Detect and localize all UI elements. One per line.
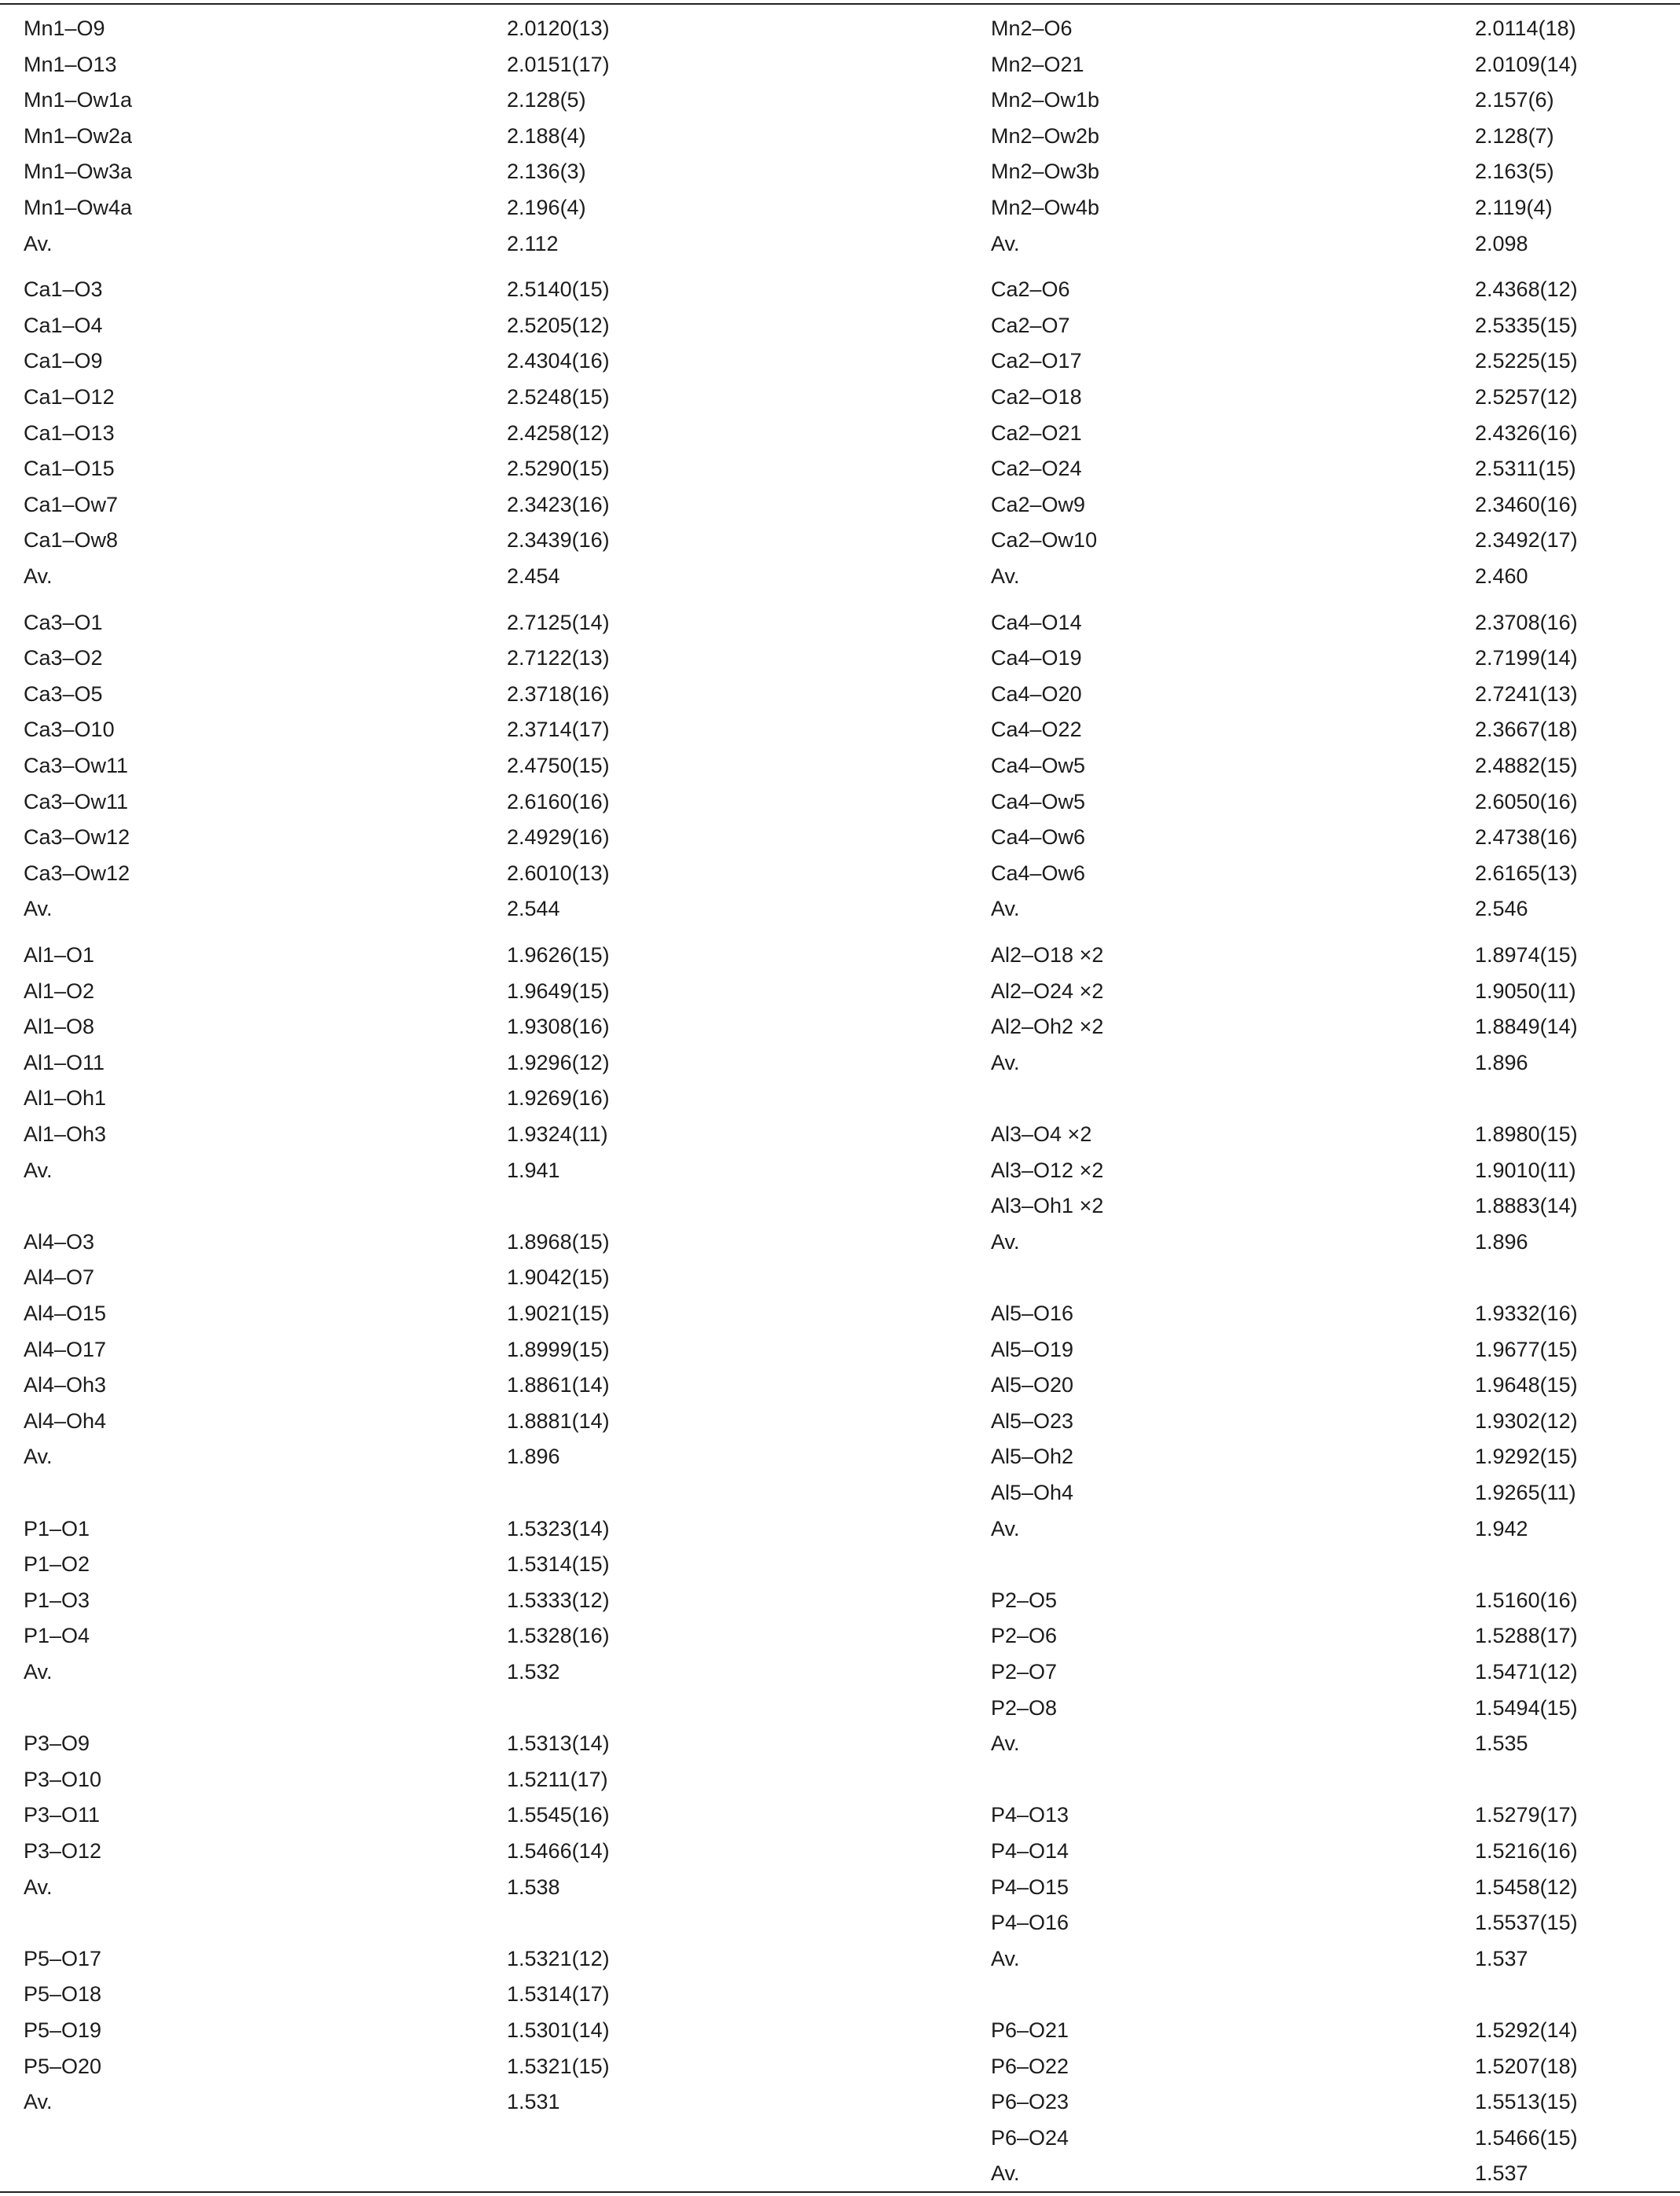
distance-right-cell: 1.5466(15) xyxy=(1475,2125,1578,2150)
bond-right-cell: P2–O6 xyxy=(991,1624,1058,1648)
bond-right-cell: Ca2–O18 xyxy=(991,385,1082,409)
distance-left-cell: 1.5328(16) xyxy=(507,1624,610,1648)
bond-right-cell: Al2–O18 ×2 xyxy=(991,943,1104,967)
bond-left-cell: P5–O17 xyxy=(24,1946,102,1970)
table-row xyxy=(0,1762,1680,1797)
distance-left-cell: 2.0120(13) xyxy=(507,17,610,40)
bond-left-cell: Av. xyxy=(24,1445,53,1469)
distance-right-cell: 2.460 xyxy=(1475,564,1528,588)
table-row xyxy=(0,11,1680,46)
bond-right-cell: P4–O15 xyxy=(991,1875,1069,1899)
table-row xyxy=(0,380,1680,414)
bond-left-cell: Ca1–Ow7 xyxy=(24,492,119,516)
table-row xyxy=(0,784,1680,819)
distance-right-cell: 2.163(5) xyxy=(1475,160,1554,184)
distance-left-cell: 2.112 xyxy=(507,231,559,255)
bond-left-cell: Av. xyxy=(24,897,53,921)
bond-right-cell: P6–O21 xyxy=(991,2018,1069,2042)
distance-right-cell: 2.4882(15) xyxy=(1475,754,1578,777)
bond-right-cell: Ca4–O14 xyxy=(991,610,1082,634)
distance-right-cell: 1.8974(15) xyxy=(1475,943,1578,967)
distance-right-cell: 1.8883(14) xyxy=(1475,1194,1578,1218)
bond-left-cell: Av. xyxy=(24,2090,53,2114)
distance-left-cell: 1.8999(15) xyxy=(507,1337,610,1361)
distance-right-cell: 1.537 xyxy=(1475,1946,1528,1970)
distance-left-cell: 1.5321(12) xyxy=(507,1946,610,1970)
bond-left-cell: P1–O4 xyxy=(24,1624,90,1648)
distance-left-cell: 2.188(4) xyxy=(507,123,586,148)
bond-right-cell: Al5–O19 xyxy=(991,1337,1074,1361)
bond-left-cell: P5–O19 xyxy=(24,2018,102,2042)
bond-right-cell: Al3–O4 ×2 xyxy=(991,1122,1092,1146)
bond-left-cell: Al4–O7 xyxy=(24,1265,95,1290)
table-row xyxy=(0,190,1680,225)
bond-left-cell: Al1–Oh3 xyxy=(24,1122,107,1146)
distance-right-cell: 2.5225(15) xyxy=(1475,349,1578,373)
distance-left-cell: 2.4258(12) xyxy=(507,420,610,445)
distance-right-cell: 1.9332(16) xyxy=(1475,1302,1578,1325)
distance-left-cell: 2.136(3) xyxy=(507,160,586,184)
bond-left-cell: Ca1–O4 xyxy=(24,313,103,337)
bond-left-cell: Av. xyxy=(24,231,53,255)
bond-left-cell: Al4–O17 xyxy=(24,1337,107,1361)
table-row xyxy=(0,1296,1680,1331)
table-row xyxy=(0,1547,1680,1581)
bond-right-cell: Av. xyxy=(991,1946,1020,1970)
distance-right-cell: 1.896 xyxy=(1475,1229,1528,1254)
bond-right-cell: Al5–Oh4 xyxy=(991,1481,1074,1504)
bond-right-cell: Mn2–Ow2b xyxy=(991,123,1100,148)
distance-right-cell: 1.5513(15) xyxy=(1475,2090,1578,2114)
bond-left-cell: Mn1–O9 xyxy=(24,17,105,40)
bond-left-cell: Ca1–O13 xyxy=(24,420,115,445)
bond-right-cell: P6–O22 xyxy=(991,2054,1069,2078)
bond-right-cell: Ca4–O20 xyxy=(991,681,1082,706)
bond-left-cell: P3–O12 xyxy=(24,1839,102,1863)
distance-left-cell: 1.5466(14) xyxy=(507,1839,610,1863)
table-row xyxy=(0,1368,1680,1402)
bond-left-cell: Ca1–O9 xyxy=(24,349,103,373)
table-row xyxy=(0,2049,1680,2084)
bond-left-cell: Ca1–O3 xyxy=(24,277,103,302)
bond-right-cell: Ca2–Ow10 xyxy=(991,528,1098,553)
bond-left-cell: Ca3–Ow11 xyxy=(24,789,129,813)
bond-left-cell: Al1–O1 xyxy=(24,943,95,967)
bond-right-cell: Al5–O23 xyxy=(991,1408,1074,1433)
distance-left-cell: 1.896 xyxy=(507,1445,560,1469)
distance-left-cell: 1.538 xyxy=(507,1875,560,1899)
table-row xyxy=(0,891,1680,926)
bond-left-cell: P5–O18 xyxy=(24,1982,102,2007)
table-row xyxy=(0,47,1680,82)
table-row xyxy=(0,1977,1680,2011)
distance-right-cell: 1.9648(15) xyxy=(1475,1373,1578,1397)
table-row xyxy=(0,1260,1680,1294)
bond-right-cell: Av. xyxy=(991,231,1020,255)
distance-left-cell: 1.9626(15) xyxy=(507,943,610,967)
distance-left-cell: 1.5211(17) xyxy=(507,1767,608,1791)
distance-right-cell: 2.5335(15) xyxy=(1475,313,1578,337)
distance-left-cell: 2.454 xyxy=(507,564,560,588)
bond-left-cell: P1–O2 xyxy=(24,1552,90,1577)
table-row xyxy=(0,83,1680,117)
distance-right-cell: 1.8849(14) xyxy=(1475,1015,1578,1039)
bond-right-cell: Ca4–Ow5 xyxy=(991,789,1086,813)
distance-right-cell: 1.5216(16) xyxy=(1475,1839,1578,1863)
bond-left-cell: Ca3–Ow11 xyxy=(24,754,129,777)
bond-left-cell: Av. xyxy=(24,1875,53,1899)
distance-right-cell: 1.9050(11) xyxy=(1475,979,1576,1003)
distance-left-cell: 2.3718(16) xyxy=(507,681,610,706)
table-row xyxy=(0,1188,1680,1223)
bond-right-cell: Al5–Oh2 xyxy=(991,1445,1074,1469)
bond-right-cell: Av. xyxy=(991,897,1020,921)
distance-right-cell: 2.3708(16) xyxy=(1475,610,1578,634)
table-row xyxy=(0,938,1680,972)
bond-left-cell: Ca3–O1 xyxy=(24,610,103,634)
bond-left-cell: Mn1–O13 xyxy=(24,52,117,76)
distance-left-cell: 2.6010(13) xyxy=(507,861,610,885)
distance-right-cell: 1.9302(12) xyxy=(1475,1408,1578,1433)
table-row xyxy=(0,1691,1680,1725)
distance-right-cell: 1.9010(11) xyxy=(1475,1158,1576,1182)
distance-right-cell: 2.128(7) xyxy=(1475,123,1554,148)
table-row xyxy=(0,2121,1680,2155)
bond-left-cell: Ca1–O12 xyxy=(24,385,115,409)
table-row xyxy=(0,1941,1680,1976)
bond-right-cell: Av. xyxy=(991,2161,1020,2186)
bond-right-cell: Av. xyxy=(991,1050,1020,1074)
bond-left-cell: P3–O10 xyxy=(24,1767,102,1791)
bond-right-cell: Al3–O12 ×2 xyxy=(991,1158,1104,1182)
distance-right-cell: 1.5537(15) xyxy=(1475,1911,1578,1935)
distance-left-cell: 2.128(5) xyxy=(507,88,586,112)
table-row xyxy=(0,559,1680,593)
distance-left-cell: 1.5314(17) xyxy=(507,1982,610,2007)
bond-right-cell: Av. xyxy=(991,1229,1020,1254)
distance-left-cell: 2.5290(15) xyxy=(507,457,610,481)
table-row xyxy=(0,451,1680,486)
distance-right-cell: 1.896 xyxy=(1475,1050,1528,1074)
bond-right-cell: Av. xyxy=(991,1516,1020,1541)
distance-right-cell: 2.098 xyxy=(1475,231,1528,255)
bond-right-cell: Ca2–O7 xyxy=(991,313,1070,337)
distance-right-cell: 2.7241(13) xyxy=(1475,681,1578,706)
distance-left-cell: 2.4929(16) xyxy=(507,825,610,850)
table-row xyxy=(0,641,1680,675)
distance-right-cell: 1.8980(15) xyxy=(1475,1122,1578,1146)
bond-left-cell: Ca3–Ow12 xyxy=(24,825,130,850)
distance-left-cell: 1.5313(14) xyxy=(507,1731,610,1756)
distance-right-cell: 1.535 xyxy=(1475,1731,1528,1756)
distance-left-cell: 1.5321(15) xyxy=(507,2054,610,2078)
table-row xyxy=(0,748,1680,783)
table-row xyxy=(0,1009,1680,1044)
bond-left-cell: Al1–O11 xyxy=(24,1050,105,1074)
table-row xyxy=(0,1834,1680,1868)
distance-right-cell: 2.7199(14) xyxy=(1475,646,1578,670)
distance-right-cell: 2.0109(14) xyxy=(1475,52,1578,76)
distance-right-cell: 1.942 xyxy=(1475,1516,1528,1541)
distance-right-cell: 1.5292(14) xyxy=(1475,2018,1578,2042)
distance-left-cell: 2.0151(17) xyxy=(507,52,610,76)
bond-right-cell: Mn2–O6 xyxy=(991,17,1073,40)
distance-left-cell: 2.7125(14) xyxy=(507,610,610,634)
bond-right-cell: Ca2–O17 xyxy=(991,349,1082,373)
bond-left-cell: Ca3–O2 xyxy=(24,646,103,670)
bond-left-cell: Ca1–Ow8 xyxy=(24,528,119,553)
distance-left-cell: 1.9296(12) xyxy=(507,1050,610,1074)
table-row xyxy=(0,2156,1680,2190)
distance-right-cell: 2.6050(16) xyxy=(1475,789,1578,813)
distance-right-cell: 2.157(6) xyxy=(1475,88,1554,112)
table-row xyxy=(0,416,1680,450)
table-row xyxy=(0,1726,1680,1761)
bond-left-cell: Ca1–O15 xyxy=(24,457,115,481)
distance-right-cell: 1.5288(17) xyxy=(1475,1624,1578,1648)
distance-left-cell: 1.9269(16) xyxy=(507,1086,610,1111)
bond-right-cell: P6–O24 xyxy=(991,2125,1069,2150)
distance-right-cell: 2.4738(16) xyxy=(1475,825,1578,850)
bond-right-cell: Al5–O16 xyxy=(991,1302,1074,1325)
distance-left-cell: 1.531 xyxy=(507,2090,560,2114)
bond-right-cell: Ca4–Ow5 xyxy=(991,754,1086,777)
bond-left-cell: Av. xyxy=(24,1158,53,1182)
bond-left-cell: Ca3–Ow12 xyxy=(24,861,130,885)
table-row xyxy=(0,1870,1680,1904)
distance-left-cell: 2.3714(17) xyxy=(507,718,610,742)
bond-left-cell: Ca3–O10 xyxy=(24,718,115,742)
table-row xyxy=(0,1439,1680,1474)
distance-left-cell: 1.9324(11) xyxy=(507,1122,608,1146)
bond-right-cell: P6–O23 xyxy=(991,2090,1069,2114)
distance-right-cell: 2.3460(16) xyxy=(1475,492,1578,516)
distance-left-cell: 1.9308(16) xyxy=(507,1015,610,1039)
bond-right-cell: Al2–Oh2 ×2 xyxy=(991,1015,1104,1039)
distance-right-cell: 2.546 xyxy=(1475,897,1528,921)
table-row xyxy=(0,1117,1680,1151)
distance-left-cell: 2.3439(16) xyxy=(507,528,610,553)
distance-left-cell: 1.5301(14) xyxy=(507,2018,610,2042)
bond-right-cell: Al3–Oh1 ×2 xyxy=(991,1194,1104,1218)
bond-right-cell: Ca4–O22 xyxy=(991,718,1082,742)
bond-right-cell: P4–O14 xyxy=(991,1839,1069,1863)
bond-right-cell: Ca2–Ow9 xyxy=(991,492,1086,516)
bond-left-cell: Al4–O3 xyxy=(24,1229,95,1254)
distance-left-cell: 1.5323(14) xyxy=(507,1516,610,1541)
bond-left-cell: P1–O1 xyxy=(24,1516,90,1541)
distance-left-cell: 2.3423(16) xyxy=(507,492,610,516)
distance-left-cell: 2.7122(13) xyxy=(507,646,610,670)
distance-right-cell: 1.537 xyxy=(1475,2161,1528,2186)
table-row xyxy=(0,1045,1680,1080)
bond-right-cell: Av. xyxy=(991,1731,1020,1756)
distance-left-cell: 1.5333(12) xyxy=(507,1588,610,1612)
table-row xyxy=(0,487,1680,522)
bond-left-cell: P3–O11 xyxy=(24,1803,101,1827)
bond-right-cell: Ca4–O19 xyxy=(991,646,1082,670)
bond-right-cell: Ca4–Ow6 xyxy=(991,825,1086,850)
distance-left-cell: 2.5140(15) xyxy=(507,277,610,302)
distance-left-cell: 1.532 xyxy=(507,1660,560,1684)
bond-left-cell: Al4–Oh3 xyxy=(24,1373,107,1397)
distance-left-cell: 1.9021(15) xyxy=(507,1302,610,1325)
bond-left-cell: Al1–O8 xyxy=(24,1015,95,1039)
distance-left-cell: 1.9649(15) xyxy=(507,979,610,1003)
distance-right-cell: 2.0114(18) xyxy=(1475,17,1576,40)
distance-right-cell: 2.6165(13) xyxy=(1475,861,1578,885)
bond-left-cell: Mn1–Ow2a xyxy=(24,123,133,148)
distance-left-cell: 1.5314(15) xyxy=(507,1552,610,1577)
table-row xyxy=(0,605,1680,640)
distance-left-cell: 2.4304(16) xyxy=(507,349,610,373)
distance-right-cell: 1.5494(15) xyxy=(1475,1695,1578,1720)
table-row xyxy=(0,2013,1680,2047)
table-row xyxy=(0,1583,1680,1618)
bond-left-cell: Al1–O2 xyxy=(24,979,95,1003)
table-row xyxy=(0,523,1680,557)
distance-right-cell: 1.9677(15) xyxy=(1475,1337,1578,1361)
table-row xyxy=(0,226,1680,261)
bond-left-cell: Av. xyxy=(24,564,53,588)
distance-left-cell: 2.4750(15) xyxy=(507,754,610,777)
distance-right-cell: 2.3667(18) xyxy=(1475,718,1578,742)
table-row xyxy=(0,1332,1680,1367)
table-row xyxy=(0,308,1680,343)
distance-left-cell: 2.196(4) xyxy=(507,196,586,219)
bond-right-cell: P4–O13 xyxy=(991,1803,1069,1827)
table-bottom-rule xyxy=(0,2191,1680,2193)
distance-right-cell: 2.4326(16) xyxy=(1475,420,1578,445)
bond-left-cell: Mn1–Ow4a xyxy=(24,196,133,219)
bond-right-cell: Mn2–O21 xyxy=(991,52,1084,76)
distance-right-cell: 1.5279(17) xyxy=(1475,1803,1578,1827)
table-row xyxy=(0,119,1680,153)
table-row xyxy=(0,2084,1680,2119)
table-row xyxy=(0,677,1680,711)
bond-right-cell: P2–O8 xyxy=(991,1695,1058,1720)
distance-right-cell: 1.5160(16) xyxy=(1475,1588,1578,1612)
bond-left-cell: P3–O9 xyxy=(24,1731,90,1756)
distance-right-cell: 1.9292(15) xyxy=(1475,1445,1578,1469)
table-row xyxy=(0,856,1680,891)
bond-left-cell: Al4–O15 xyxy=(24,1302,107,1325)
table-row xyxy=(0,820,1680,854)
distance-left-cell: 2.6160(16) xyxy=(507,789,610,813)
table-row xyxy=(0,1618,1680,1653)
bond-left-cell: P5–O20 xyxy=(24,2054,102,2078)
bond-left-cell: P1–O3 xyxy=(24,1588,90,1612)
table-row xyxy=(0,1225,1680,1259)
distance-left-cell: 1.9042(15) xyxy=(507,1265,610,1290)
table-row xyxy=(0,1654,1680,1689)
table-row xyxy=(0,974,1680,1008)
bond-right-cell: P4–O16 xyxy=(991,1911,1069,1935)
bond-right-cell: P2–O5 xyxy=(991,1588,1058,1612)
table-row xyxy=(0,1798,1680,1832)
table-row xyxy=(0,1081,1680,1115)
distance-right-cell: 1.5471(12) xyxy=(1475,1660,1578,1684)
distance-right-cell: 2.4368(12) xyxy=(1475,277,1578,302)
bond-right-cell: Mn2–Ow4b xyxy=(991,196,1100,219)
bond-right-cell: Mn2–Ow3b xyxy=(991,160,1100,184)
distance-right-cell: 1.9265(11) xyxy=(1475,1481,1576,1504)
table-row xyxy=(0,154,1680,189)
table-row xyxy=(0,1475,1680,1510)
distance-right-cell: 2.119(4) xyxy=(1475,196,1553,219)
distance-left-cell: 1.941 xyxy=(507,1158,560,1182)
distance-left-cell: 2.5205(12) xyxy=(507,313,610,337)
distance-right-cell: 1.5207(18) xyxy=(1475,2054,1578,2078)
distance-right-cell: 2.3492(17) xyxy=(1475,528,1578,553)
bond-left-cell: Av. xyxy=(24,1660,53,1684)
table-row xyxy=(0,272,1680,307)
distance-left-cell: 1.8861(14) xyxy=(507,1373,610,1397)
bond-right-cell: Ca4–Ow6 xyxy=(991,861,1086,885)
bond-right-cell: Mn2–Ow1b xyxy=(991,88,1100,112)
table-row xyxy=(0,343,1680,378)
table-row xyxy=(0,1905,1680,1940)
bond-right-cell: P2–O7 xyxy=(991,1660,1058,1684)
distance-left-cell: 2.5248(15) xyxy=(507,385,610,409)
bond-right-cell: Ca2–O6 xyxy=(991,277,1070,302)
distance-left-cell: 2.544 xyxy=(507,897,560,921)
distance-left-cell: 1.8968(15) xyxy=(507,1229,610,1254)
table-row xyxy=(0,1404,1680,1438)
distance-left-cell: 1.8881(14) xyxy=(507,1408,610,1433)
bond-right-cell: Av. xyxy=(991,564,1020,588)
bond-left-cell: Al4–Oh4 xyxy=(24,1408,107,1433)
table-row xyxy=(0,712,1680,747)
bond-left-cell: Mn1–Ow1a xyxy=(24,88,133,112)
bond-right-cell: Ca2–O21 xyxy=(991,420,1082,445)
distance-left-cell: 1.5545(16) xyxy=(507,1803,610,1827)
bond-right-cell: Al5–O20 xyxy=(991,1373,1074,1397)
bond-left-cell: Al1–Oh1 xyxy=(24,1086,107,1111)
table-row xyxy=(0,1153,1680,1188)
distance-right-cell: 2.5311(15) xyxy=(1475,457,1576,481)
distance-right-cell: 1.5458(12) xyxy=(1475,1875,1578,1899)
bond-left-cell: Ca3–O5 xyxy=(24,681,103,706)
table-row xyxy=(0,1511,1680,1546)
distance-right-cell: 2.5257(12) xyxy=(1475,385,1578,409)
bond-left-cell: Mn1–Ow3a xyxy=(24,160,133,184)
bond-right-cell: Ca2–O24 xyxy=(991,457,1082,481)
bond-right-cell: Al2–O24 ×2 xyxy=(991,979,1104,1003)
